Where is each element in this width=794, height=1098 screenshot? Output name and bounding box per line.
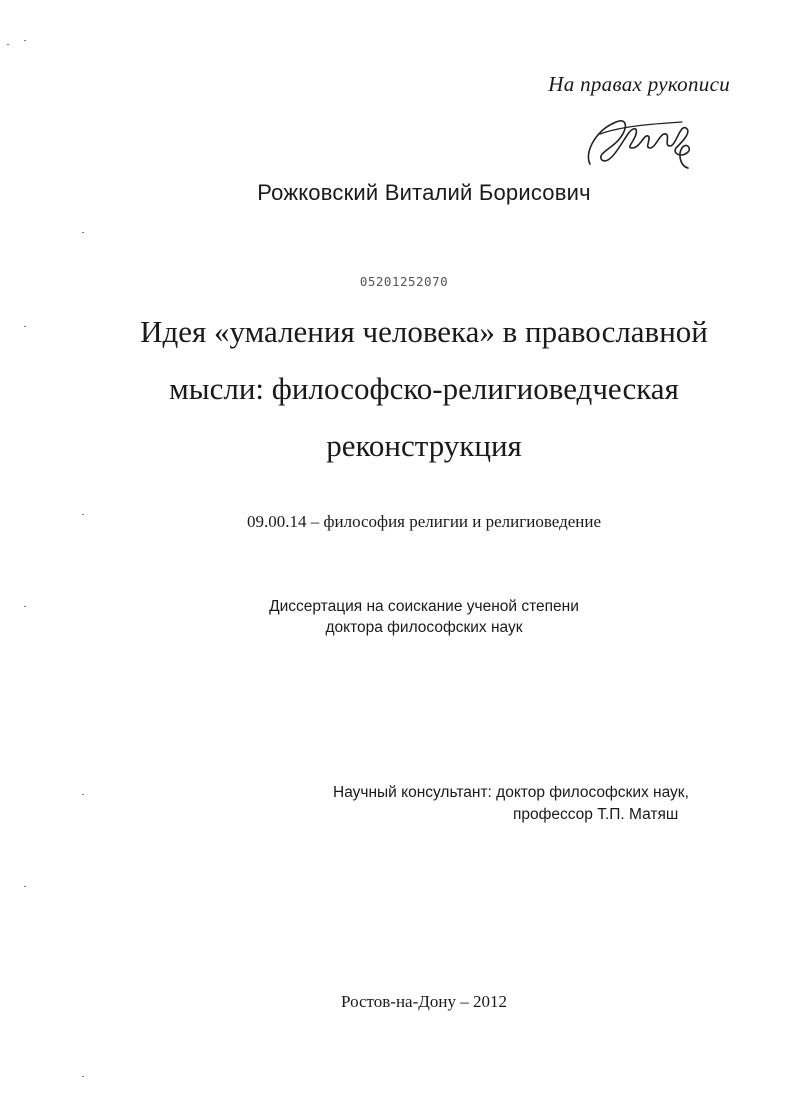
degree-statement (0, 596, 794, 638)
rights-note: На правах рукописи (548, 72, 730, 96)
scan-speck (82, 794, 84, 795)
dissertation-title (0, 303, 794, 474)
scan-speck (82, 514, 84, 515)
degree-line-2: доктора философских наук (325, 619, 523, 636)
signature-image (582, 112, 700, 174)
consultant-line-2: профессор Т.П. Матяш (513, 806, 679, 823)
title-line-1: Идея «умаления человека» в православной (140, 314, 708, 349)
scan-speck (24, 606, 26, 607)
scan-speck (7, 44, 9, 45)
city-year: Ростов-на-Дону – 2012 (341, 992, 507, 1011)
scan-speck (24, 326, 26, 327)
scan-speck (82, 232, 84, 233)
degree-line-1: Диссертация на соискание ученой степени (269, 598, 579, 615)
author-name: Рожковский Виталий Борисович (257, 180, 591, 205)
scientific-consultant (333, 782, 689, 826)
consultant-line-1: Научный консультант: доктор философских наук, (333, 784, 689, 801)
title-line-3: реконструкция (326, 428, 522, 463)
title-line-2: мысли: философско-религиоведческая (169, 371, 679, 406)
specialty-code: 09.00.14 – философия религии и религиоведение (246, 512, 602, 531)
document-code: 05201252070 (359, 274, 449, 289)
scan-speck (82, 1076, 84, 1077)
scan-speck (24, 886, 26, 887)
scan-speck (24, 40, 26, 41)
